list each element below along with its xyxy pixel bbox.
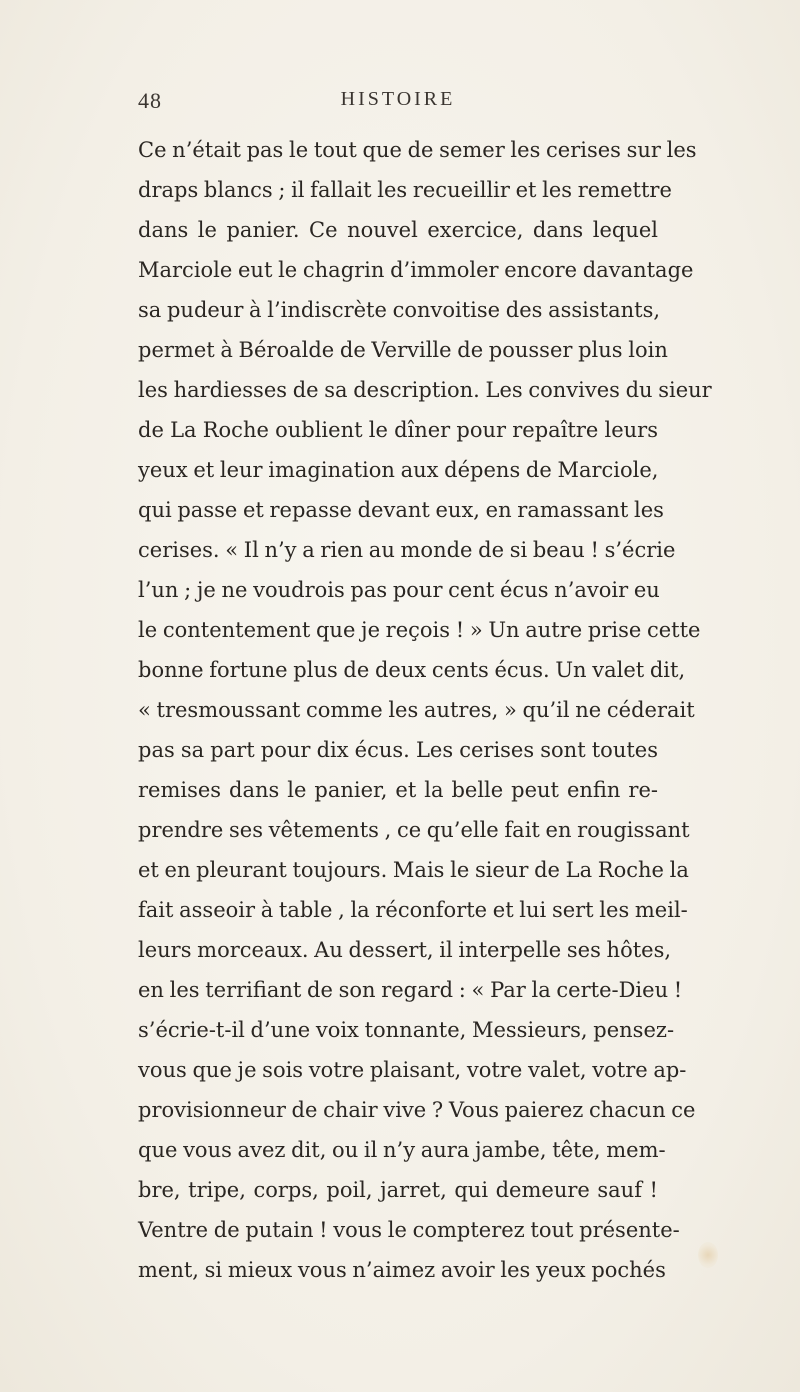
running-head (138, 88, 658, 118)
text-line: permet à Béroalde de Verville de pousser plus loin (138, 338, 668, 362)
text-line: « tresmoussant comme les autres, » qu’il ne céderait (138, 698, 695, 722)
text-line: pas sa part pour dix écus. Les cerises sont toutes (138, 738, 658, 762)
text-line: bonne fortune plus de deux cents écus. Un valet dit, (138, 658, 686, 682)
text-line: provisionneur de chair vive ? Vous paierez chacun ce (138, 1098, 696, 1122)
text-line: Ce n’était pas le tout que de semer les cerises sur les (138, 138, 697, 162)
text-line: qui passe et repasse devant eux, en ramassant les (138, 498, 664, 522)
text-line: bre, tripe, corps, poil, jarret, qui demeure sauf ! (138, 1178, 658, 1202)
text-line: yeux et leur imagination aux dépens de Marciole, (138, 458, 659, 482)
text-line: l’un ; je ne voudrois pas pour cent écus n’avoir eu (138, 578, 660, 602)
text-line: vous que je sois votre plaisant, votre valet, votre ap- (138, 1058, 687, 1082)
text-line: ment, si mieux vous n’aimez avoir les yeux pochés (138, 1258, 666, 1282)
page-number: 48 (138, 88, 162, 113)
text-line: fait asseoir à table , la réconforte et lui sert les meil- (138, 898, 688, 922)
text-line: que vous avez dit, ou il n’y aura jambe, tête, mem- (138, 1138, 666, 1162)
body-text (138, 130, 712, 1290)
text-line: en les terrifiant de son regard : « Par la certe-Dieu ! (138, 978, 683, 1002)
text-line: dans le panier. Ce nouvel exercice, dans lequel (138, 218, 658, 242)
text-line: leurs morceaux. Au dessert, il interpelle ses hôtes, (138, 938, 672, 962)
running-title: HISTOIRE (340, 88, 456, 110)
text-line: Ventre de putain ! vous le compterez tout présente- (138, 1218, 680, 1242)
text-line: sa pudeur à l’indiscrète convoitise des assistants, (138, 298, 661, 322)
text-line: Marciole eut le chagrin d’immoler encore davantage (138, 258, 694, 282)
text-line: de La Roche oublient le dîner pour repaître leurs (138, 418, 658, 442)
text-line: le contentement que je reçois ! » Un autre prise cette (138, 618, 701, 642)
text-line: et en pleurant toujours. Mais le sieur de La Roche la (138, 858, 689, 882)
text-line: les hardiesses de sa description. Les convives du sieur (138, 378, 712, 402)
text-line: s’écrie-t-il d’une voix tonnante, Messieurs, pensez- (138, 1018, 675, 1042)
text-line: prendre ses vêtements , ce qu’elle fait en rougissant (138, 818, 690, 842)
text-line: cerises. « Il n’y a rien au monde de si beau ! s’écrie (138, 538, 676, 562)
text-line: draps blancs ; il fallait les recueillir et les remettre (138, 178, 672, 202)
text-line: remises dans le panier, et la belle peut enfin re- (138, 778, 658, 802)
paper-stain (698, 1242, 718, 1268)
